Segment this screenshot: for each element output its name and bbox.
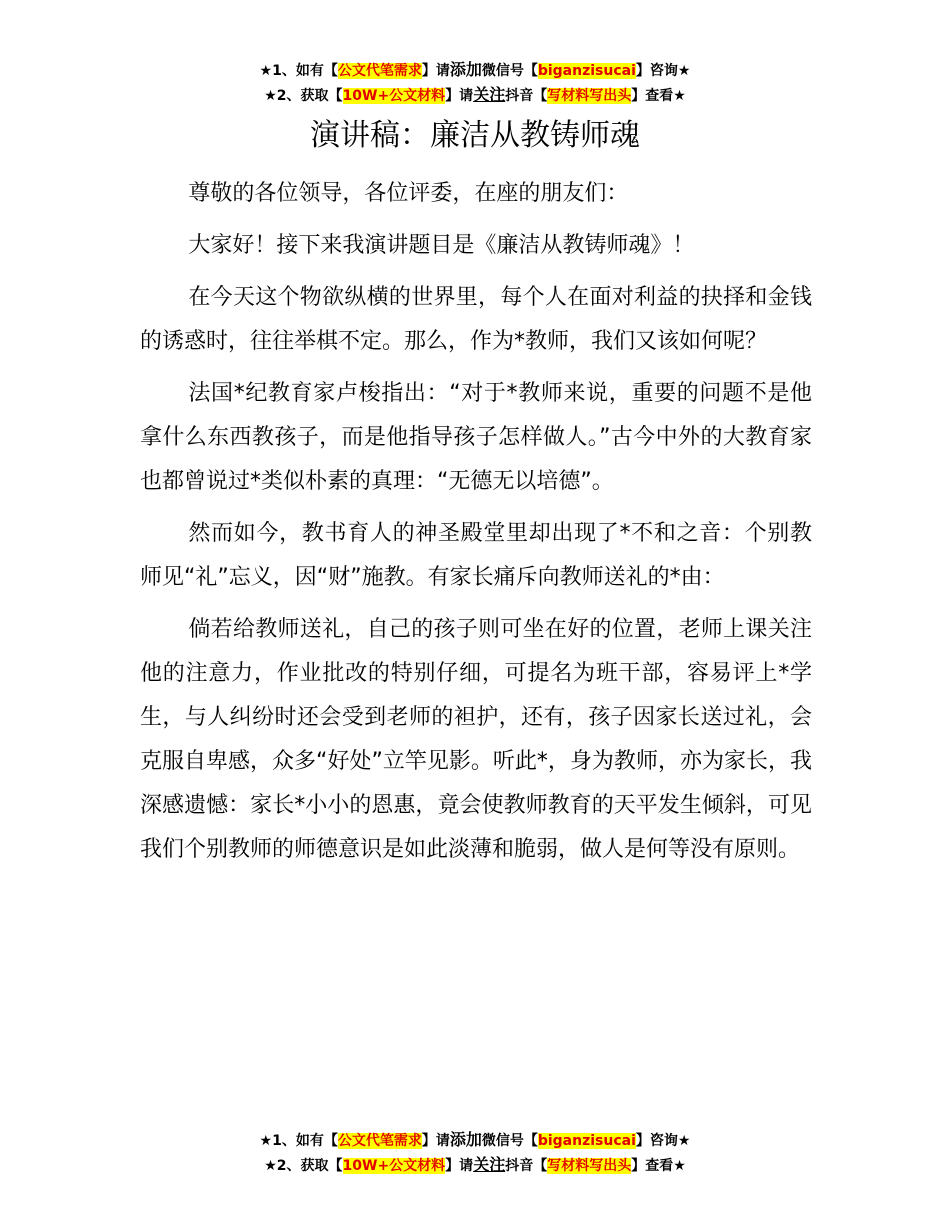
banner-text: 】查看★ <box>631 1158 686 1174</box>
banner-emphasis: 添加 <box>449 1130 482 1149</box>
paragraph: 倘若给教师送礼，自己的孩子则可坐在好的位置，老师上课关注他的注意力，作业批改的特别仔细，可提名为班干部，容易评上*学生，与人纠纷时还会受到老师的袒护，还有，孩子因家长送过礼，会克服自卑感，众多“好处”立竿见影。听此*，身为教师，亦为家长，我深感遗憾：家长*小小的恩惠，竟会使教师教育的天平发生倾斜，可见我们个别教师的师德意识是如此淡薄和脆弱，做人是何等没有原则。 <box>140 617 812 862</box>
banner-text: ★2、获取【 <box>264 88 343 104</box>
banner-text: ★1、如有【 <box>259 63 338 79</box>
banner-text: 】请 <box>445 88 474 104</box>
banner-line-1 <box>0 58 950 83</box>
header-banner <box>0 58 950 108</box>
banner-emphasis: 添加 <box>449 60 482 79</box>
banner-text: ★1、如有【 <box>259 1133 338 1149</box>
banner-highlight: 公文代笔需求 <box>337 1133 422 1149</box>
banner-text: 】咨询★ <box>635 63 691 79</box>
paragraph-greeting: 大家好！接下来我演讲题目是《廉洁从教铸师魂》！ <box>188 233 695 258</box>
banner-text: 】查看★ <box>631 88 686 104</box>
banner-text: ★2、获取【 <box>264 1158 343 1174</box>
banner-text: 抖音【 <box>505 1158 548 1174</box>
banner-line-2 <box>0 83 950 108</box>
banner-text: 抖音【 <box>505 88 548 104</box>
banner-text: 微信号【 <box>481 1133 538 1149</box>
paragraph: 然而如今，教书育人的神圣殿堂里却出现了*不和之音：个别教师见“礼”忘义，因“财”施教。有家长痛斥向教师送礼的*由： <box>140 521 812 590</box>
banner-douyin-id: 写材料写出头 <box>547 1158 632 1174</box>
document-title: 演讲稿：廉洁从教铸师魂 <box>310 118 640 153</box>
banner-line-2 <box>0 1153 950 1178</box>
banner-highlight: 10W+公文材料 <box>342 88 446 104</box>
paragraph: 法国*纪教育家卢梭指出：“对于*教师来说，重要的问题不是他拿什么东西教孩子，而是他指导孩子怎样做人。”古今中外的大教育家也都曾说过*类似朴素的真理：“无德无以培德”。 <box>140 381 812 494</box>
banner-line-1 <box>0 1128 950 1153</box>
document-body <box>140 172 812 880</box>
banner-emphasis: 关注 <box>473 1155 506 1174</box>
banner-text: 】请 <box>421 1133 450 1149</box>
banner-wechat-id: biganzisucai <box>537 1133 636 1149</box>
paragraph-salutation: 尊敬的各位领导，各位评委，在座的朋友们： <box>188 181 629 206</box>
banner-highlight: 10W+公文材料 <box>342 1158 446 1174</box>
banner-text: 】请 <box>445 1158 474 1174</box>
banner-emphasis: 关注 <box>473 85 506 104</box>
banner-highlight: 公文代笔需求 <box>337 63 422 79</box>
banner-wechat-id: biganzisucai <box>537 63 636 79</box>
banner-text: 微信号【 <box>481 63 538 79</box>
banner-text: 】咨询★ <box>635 1133 691 1149</box>
banner-douyin-id: 写材料写出头 <box>547 88 632 104</box>
footer-banner <box>0 1128 950 1178</box>
paragraph: 在今天这个物欲纵横的世界里，每个人在面对利益的抉择和金钱的诱惑时，往往举棋不定。那么，作为*教师，我们又该如何呢？ <box>140 285 812 354</box>
banner-text: 】请 <box>421 63 450 79</box>
